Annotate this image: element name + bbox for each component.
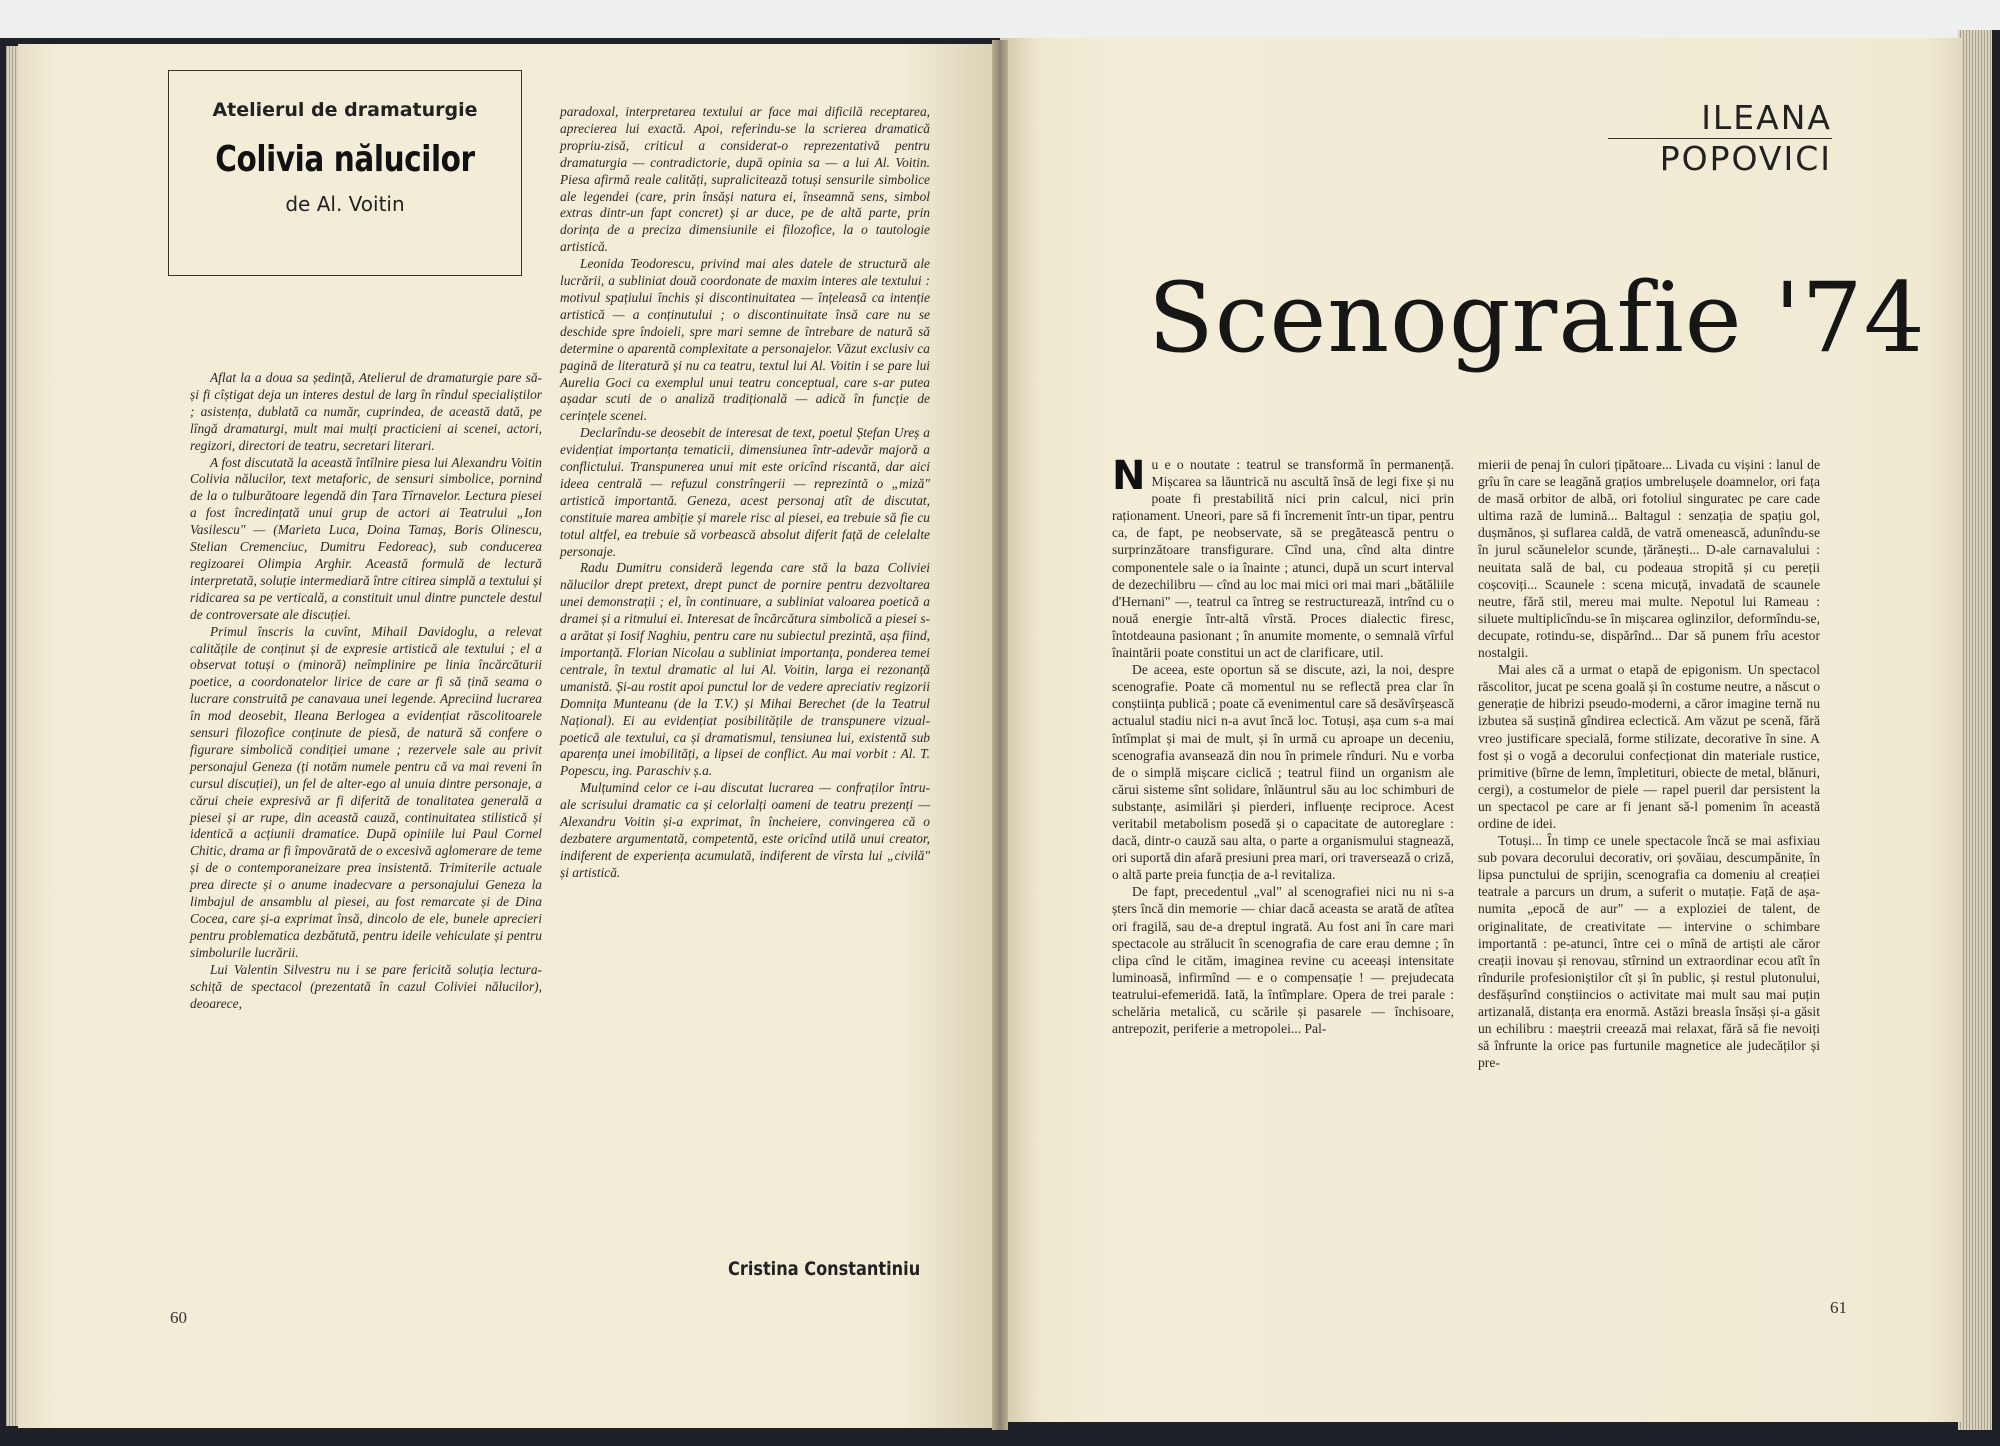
paragraph: Primul înscris la cuvînt, Mihail Davidoglu, a relevat calitățile de conținut și de expresie artistică ale textului ; el a observat totuși o (minoră) neîmplinire pe linia încărcăturii poetice, a coordonatelor lirice de care ar fi să țină seama o lucrare construită pe canavaua unei legende. Apreciind lucrarea în mod deosebit, Ileana Berlogea a evidențiat răscolitoarele sensuri filozofice conținute de piesă, de natură să confere o figurare simbolică condiției umane ; rezervele sale au privit personajul Geneza (ți notăm numele pentru că va mai reveni în cursul discuției), un fel de alter-ego al unuia dintre personaje, a cărui cheie expresivă ar fi diferită de tonalitatea generală a piesei și ar rupe, din această cauză, continuitatea stilistică și identică a acțiunii dramatice. După opiniile lui Paul Cornel Chitic, drama ar fi împovărată de o excesivă aglomerare de teme și de o contemporaneizare prea insistentă. Trimiterile actuale prea directe și o anume inadecvare a personajului Geneza la limbajul de ansamblu al piesei, au fost remarcate și de Dina Cocea, care și-a exprimat însă, dincolo de ele, bunele aprecieri pentru problematica dezbătută, pentru ideile vehiculate și pentru simbolurile lucrării. (190, 623, 542, 960)
right-column-2 (1478, 456, 1820, 1071)
paragraph (1112, 453, 1454, 661)
paragraph: Lui Valentin Silvestru nu i se pare fericită soluția lectura-schiță de spectacol (prezentată în cazul Coliviei nălucilor), deoarece, (190, 961, 542, 1011)
page-edges-right (1958, 30, 1992, 1430)
article-title: Scenografie '74 (1148, 262, 1926, 374)
paragraph-text: u e o noutate : teatrul se transformă în permanență. Mișcarea sa lăuntrică nu ascultă însă de legi fixe și nu poate fi prestabilită nici prin calcul, nici prin raționament. Uneori, pare să fi încremenit într-un tipar, pentru ca, de fapt, pe neobservate, să se pregătească pentru o surprinzătoare transfigurare. Cînd una, cînd alta dintre componentele sale o ia înainte ; atunci, după un scurt interval de dezechilibru — cînd au loc mai mici ori mai mari „bătăliile d'Hernani" —, teatrul ca întreg se restructurează, intrînd cu o nouă energie într-altă vîrstă. Proces dialectic firesc, întotdeauna pasionant ; în anumite momente, o semnală vîrful înaintării poate constitui un act de clarificare, util. (1112, 457, 1454, 661)
author-last-name: POPOVICI (1608, 138, 1832, 179)
right-column-1 (1112, 453, 1454, 1037)
left-column-2 (560, 104, 930, 882)
article-signature: Cristina Constantiniu (728, 1258, 921, 1280)
article-author (1608, 98, 1832, 179)
paragraph: Aflat la a doua sa ședință, Atelierul de dramaturgie pare să-și fi cîștigat deja un interes destul de larg în rîndul specialiștilor ; asistența, dublată ca număr, cuprindea, de această dată, pe lîngă dramaturgi, mult mai mulți practicieni ai scenei, actori, regizori, directori de teatru, secretari literari. (190, 370, 542, 453)
paragraph: Radu Dumitru consideră legenda care stă la baza Coliviei nălucilor drept pretext, drept punct de pornire pentru dezvoltarea unei demonstrații ; el, în continuare, a subliniat valoarea poetică a dramei și a ritmului ei. Interesat de încărcătura simbolică a piesei s-a arătat și Iosif Naghiu, pentru care nu subiectul prezintă, așa fiind, importanță. Florian Nicolau a subliniat importanța, ponderea temei centrale, în textul dramatic al lui Al. Voitin, larga ei rezonanță umanistă. Și-au rostit apoi punctul lor de vedere apreciativ regizorii Domnița Munteanu (de la T.V.) și Mihai Berechet (de la Teatrul Național). Ei au evidențiat posibilitățile de transpunere vizual-poetică ale textului, ca și dramatismul, tensiunea lui, existentă sub aparența unei imobilități, a lipsei de conflict. Au mai vorbit : Al. T. Popescu, ing. Paraschiv ș.a. (560, 560, 930, 779)
page-number-left: 60 (170, 1308, 187, 1327)
drop-cap: N (1112, 453, 1146, 499)
paragraph: paradoxal, interpretarea textului ar face mai dificilă receptarea, aprecierea lui exactă. Apoi, referindu-se la scrierea dramatică propriu-zisă, criticul a considerat-o reprezentativă pentru dramaturgia — contradictorie, după opinia sa — a lui Al. Voitin. Piesa afirmă reale calități, supralicitează totuși sensurile simbolice ale legendei (care, prin însăși natura ei, înseamnă sens, simbol extras dintr-un fapt concret) și ar duce, pe de altă parte, prin dorința de a preciza dimensiunile ei filozofice, la o tautologie artistică. (560, 104, 930, 255)
paragraph: Mai ales că a urmat o etapă de epigonism. Un spectacol răscolitor, jucat pe scena goală și în costume neutre, a născut o generație de hibrizi pseudo-moderni, a căror imagine ternă nu izbutea să susțină gîndirea eclectică. Am văzut pe scenă, fără vreo justificare specială, forme stilizate, decorative în sine. A fost și o vogă a decorului confecționat din materiale rustice, primitive (bîrne de lemn, împletituri, obiecte de metal, blănuri, cergi), a costumelor de piele — rapel pueril dar persistent la un spectacol pe care ar fi jenant să-l pomenim în această ordine de idei. (1478, 662, 1820, 831)
play-title: Colivia nălucilor (215, 139, 475, 180)
paragraph: De aceea, este oportun să se discute, azi, la noi, despre scenografie. Poate că momentul nu se reflectă prea clar în conștiința publică ; poate că evenimentul care să desăvîrșească actualul stadiu nici n-a avut încă loc. Totuși, așa cum s-a mai întîmplat și mai de mult, și în urmă cu aproape un deceniu, scenografia avansează din nou în primele rînduri. Nu e vorba de o simplă mișcare ciclică ; teatrul fiind un organism ale cărui sisteme sînt solidare, înlăuntrul său au loc schimburi de substanțe, asimilări și pierderi, influențe reciproce. Acest veritabil metabolism posedă și o capacitate de autoreglare : dacă, dintr-o cauză sau alta, o parte a organismului stagnează, ori suportă din afară presiuni prea mari, ori traversează o criză, o altă parte preia funcția de a-l revitaliza. (1112, 662, 1454, 883)
paragraph: A fost discutată la această întîlnire piesa lui Alexandru Voitin Colivia nălucilor, text metaforic, de sensuri simbolice, pornind de la o tulburătoare legendă din Țara Tîrnavelor. Lectura piesei a fost încredințată unui grup de actori ai Teatrului „Ion Vasilescu" — (Marieta Luca, Doina Tamaș, Boris Olinescu, Stelian Cremenciuc, Dumitru Fedoreac), sub conducerea regizoarei Olimpia Arghir. Această formulă de lectură interpretată, soluție intermediară între citirea simplă a textului și ridicarea sa pe verticală, a constituit unul dintre punctele destul de controversate ale discuției. (190, 454, 542, 622)
rubric-heading: Atelierul de dramaturgie (212, 99, 478, 121)
paragraph: De fapt, precedentul „val" al scenografiei nici nu ni s-a șters încă din memorie — chiar dacă aceasta se arată de atîtea ori fragilă, sau de-a dreptul ingrată. Au fost ani în care mari spectacole au strălucit în scenografia de care erau demne ; în clipa cînd le cităm, imaginea revine cu aceeași intensitate luminoasă, infirmînd — e o compensație ! — prejudecata teatrului-efemeridă. Iată, la întîmplare. Opera de trei parale : schelăria metalică, cu scările și pasarele — închisoare, antrepozit, periferie a metropolei... Pal- (1112, 884, 1454, 1037)
paragraph: mierii de penaj în culori țipătoare... Livada cu vișini : lanul de grîu în care se leagănă grațios umbrelușele doamnelor, ori fața de masă orbitor de albă, ori fotoliul singuratec pe care cade ultima rază de lumină... Baltagul : senzația de spațiu gol, dușmănos, și suflarea caldă, de vatră omenească, adunîndu-se în jurul scăunelelor scunde, țărănești... D-ale carnavalului : neuitata sală de bal, cu podeaua stropită și cu pereții coșcoviți... Scaunele : scena micuță, invadată de scaunele neutre, fără stil, mereu mai multe. Nepotul lui Rameau : siluete multiplicîndu-se în mișcarea oglinzilor, deformîndu-se, decupate, rotindu-se, dispărînd... Dar să punem frîu acestor nostalgii. (1478, 457, 1820, 661)
play-author: de Al. Voitin (285, 192, 405, 216)
author-first-name: ILEANA (1701, 98, 1832, 137)
paragraph: Declarîndu-se deosebit de interesat de text, poetul Ștefan Ureș a evidențiat importanța tematicii, dimensiunea într-adevăr majoră a conflictului. Transpunerea unui mit este oricînd riscantă, dar aici ideea centrală — refuzul constrîngerii — reprezintă o „miză" artistică importantă. Geneza, acest personaj atît de discutat, constituie marea ambiție și marele risc al piesei, ea trebuie să fie cu totul altfel, ea trebuie să vorbească absolut diferit față de celelalte personaje. (560, 425, 930, 559)
book-gutter (992, 40, 1008, 1430)
paragraph: Mulțumind celor ce i-au discutat lucrarea — confraților întru-ale scrisului dramatic ca și celorlalți oameni de teatru prezenți — Alexandru Voitin și-a exprimat, în încheiere, convingerea că o dezbatere argumentată, competentă, este oricînd utilă unui creator, indiferent de experiența acumulată, indiferent de vîrsta lui „civilă" și artistică. (560, 780, 930, 880)
left-column-1 (190, 370, 542, 1012)
paragraph: Leonida Teodorescu, privind mai ales datele de structură ale lucrării, a subliniat două coordonate de maxim interes ale textului : motivul spațiului închis și discontinuitatea — înțeleasă ca intenție artistică — a conținutului ; o discontinuitate însă care nu se deschide spre îndoieli, spre mari semne de întrebare de natură să determine o aparentă complexitate a personajelor. Văzut exclusiv ca pagină de literatură și nu ca teatru, textul lui Al. Voitin i se pare lui Aurelia Goci ca exemplul unui teatru conceptual, care s-ar putea așadar scuti de o analiză tradițională — adică în funcție de cerințele scenei. (560, 256, 930, 424)
article-title-box (168, 70, 522, 276)
paragraph: Totuși... În timp ce unele spectacole încă se mai asfixiau sub povara decorului decorativ, ori șovăiau, descumpănite, în lipsa punctului de sprijin, scenografia ca domeniu al creației teatrale a parcurs un drum, a suferit o mutație. Față de așa-numita „epocă de aur" — a exploziei de talent, de originalitate, de creativitate — intervine o schimbare importantă : pe-atunci, între cei o mînă de artiști ale căror creații inovau și renovau, stîrnind un extraordinar ecou atît în rîndurile profesioniștilor cît și în public, și restul plutonului, desfășurînd conștiincios o activitate mai mult sau mai puțin artizanală, distanța era enormă. Astăzi breasla însăși și-a găsit un echilibru : maeștrii creează mai relaxat, fără să fie nevoiți să înfrunte la orice pas furtunile magnetice ale judecăților și pre- (1478, 833, 1820, 1071)
page-number-right: 61 (1830, 1298, 1847, 1317)
